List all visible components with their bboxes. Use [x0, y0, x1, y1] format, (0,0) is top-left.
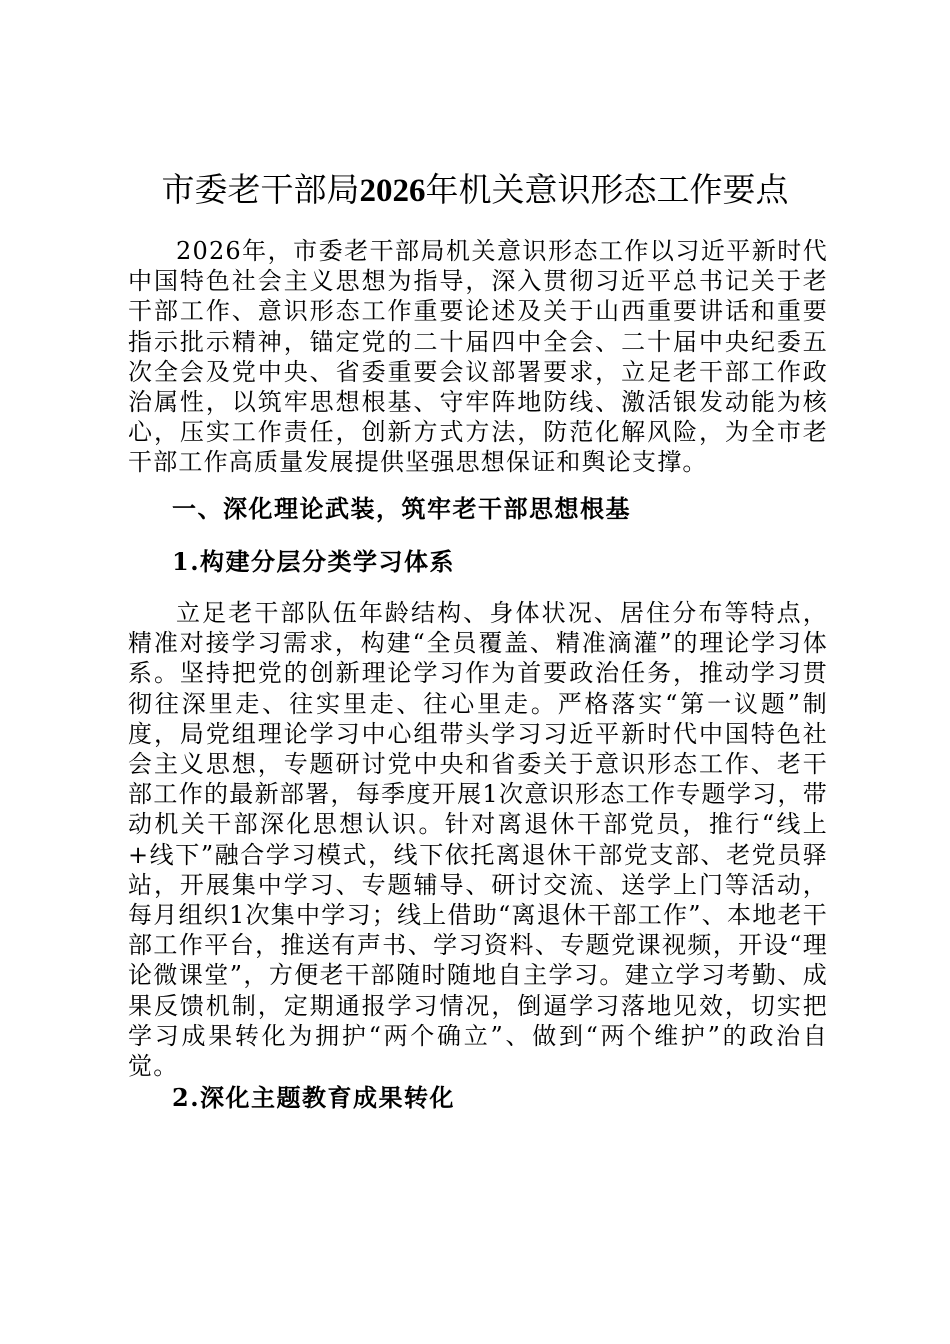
title-suffix: 年机关意识形态工作要点: [425, 170, 789, 209]
subsection-heading-2: 2.深化主题教育成果转化: [172, 1083, 456, 1112]
intro-paragraph: 2026年，市委老干部局机关意识形态工作以习近平新时代中国特色社会主义思想为指导，深入贯彻习近平总书记关于老干部工作、意识形态工作重要论述及关于山西重要讲话和重要指示批示精神，锚定党的二十届四中全会、二十届中央纪委五次全会及党中央、省委重要会议部署要求，立足老干部工作政治属性，以筑牢思想根基、守牢阵地防线、激活银发动能为核心，压实工作责任，创新方式方法，防范化解风险，为全市老干部工作高质量发展提供坚强思想保证和舆论支撑。: [128, 237, 828, 477]
section-heading-1: 一、深化理论武装，筑牢老干部思想根基: [172, 494, 631, 523]
subsection-heading-1: 1.构建分层分类学习体系: [172, 547, 456, 576]
title-prefix: 市委老干部局: [161, 170, 360, 209]
subsection-1-paragraph: 立足老干部队伍年龄结构、身体状况、居住分布等特点，精准对接学习需求，构建“全员覆盖、精准滴灌”的理论学习体系。坚持把党的创新理论学习作为首要政治任务，推动学习贯彻往深里走、往实里走、往心里走。严格落实“第一议题”制度，局党组理论学习中心组带头学习习近平新时代中国特色社会主义思想，专题研讨党中央和省委关于意识形态工作、老干部工作的最新部署，每季度开展1次意识形态工作专题学习，带动机关干部深化思想认识。针对离退休干部党员，推行“线上+线下”融合学习模式，线下依托离退休干部党支部、老党员驿站，开展集中学习、专题辅导、研讨交流、送学上门等活动，每月组织1次集中学习；线上借助“离退休干部工作”、本地老干部工作平台，推送有声书、学习资料、专题党课视频，开设“理论微课堂”，方便老干部随时随地自主学习。建立学习考勤、成果反馈机制，定期通报学习情况，倒逼学习落地见效，切实把学习成果转化为拥护“两个确立”、做到“两个维护”的政治自觉。: [128, 599, 828, 1081]
title-year: 2026: [359, 173, 426, 209]
document-title: [120, 168, 830, 213]
